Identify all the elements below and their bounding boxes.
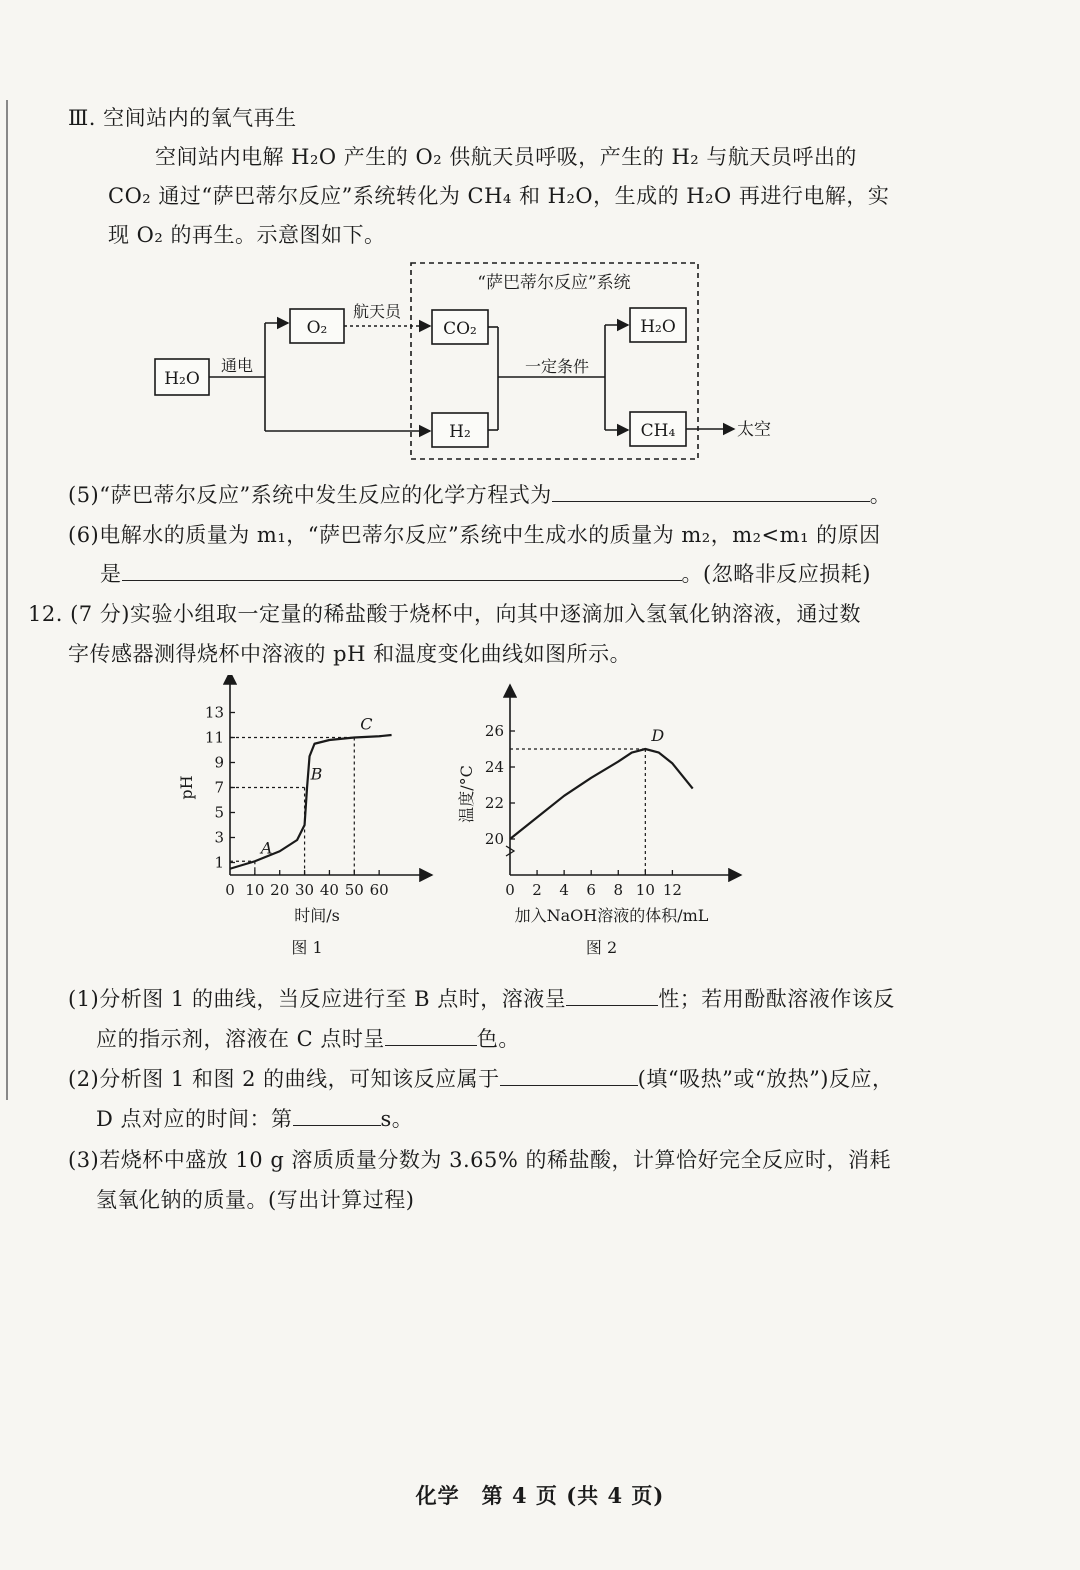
y-tick-label: 24 [484, 758, 504, 776]
sabatier-flow-diagram [140, 255, 800, 470]
question-12-line-2: 字传感器测得烧杯中溶液的 pH 和温度变化曲线如图所示。 [68, 642, 632, 666]
label-condition: 一定条件 [524, 357, 590, 376]
answer-blank-6[interactable] [122, 560, 682, 581]
sub-question-1-text-c: 应的指示剂，溶液在 C 点时呈 [96, 1027, 385, 1051]
label-h2: H₂ [449, 422, 471, 442]
point-label: A [260, 838, 273, 858]
y-tick-label: 11 [204, 728, 224, 747]
y-axis-label: pH [177, 775, 196, 800]
paragraph-line-2: CO₂ 通过“萨巴蒂尔反应”系统转化为 CH₄ 和 H₂O，生成的 H₂O 再进行电解，实 [108, 184, 890, 208]
y-tick-label: 3 [214, 828, 224, 847]
chart-ph-vs-time [170, 675, 450, 965]
paragraph-line-1: 空间站内电解 H₂O 产生的 O₂ 供航天员呼吸，产生的 H₂ 与航天员呼出的 [155, 145, 857, 169]
sub-question-1-line-1 [68, 985, 895, 1013]
x-tick-label: 12 [662, 881, 682, 899]
data-curve [230, 735, 392, 869]
y-tick-label: 9 [214, 753, 224, 772]
label-ch4: CH₄ [640, 421, 676, 441]
x-tick-label: 40 [319, 881, 339, 899]
sub-question-2-line-1 [68, 1065, 894, 1093]
answer-blank-1b[interactable] [385, 1025, 477, 1046]
paragraph-line-3: 现 O₂ 的再生。示意图如下。 [108, 223, 386, 247]
sub-question-1-line-2 [96, 1025, 520, 1053]
y-axis-label: 温度/°C [457, 765, 476, 823]
x-tick-label: 50 [344, 881, 364, 899]
x-tick-label: 10 [635, 881, 655, 899]
answer-blank-2a[interactable] [500, 1065, 638, 1086]
data-curve [510, 749, 693, 839]
point-label: D [651, 726, 665, 745]
label-h2o-left: H₂O [164, 369, 200, 389]
figure-caption: 图 2 [585, 938, 618, 957]
x-tick-label: 8 [613, 881, 624, 899]
chart-temperature-vs-naoh [455, 675, 755, 965]
label-h2o-right: H₂O [640, 317, 676, 337]
x-tick-label: 2 [532, 881, 542, 899]
sub-question-3-line-1: (3)若烧杯中盛放 10 g 溶质质量分数为 3.65% 的稀盐酸，计算恰好完全反应时，消耗 [68, 1148, 891, 1172]
y-tick-label: 5 [214, 803, 224, 822]
figure-caption: 图 1 [291, 938, 323, 957]
label-co2: CO₂ [443, 319, 477, 339]
y-tick-label: 1 [214, 853, 224, 872]
x-tick-label: 60 [369, 881, 389, 899]
question-12-line-1: 12. (7 分)实验小组取一定量的稀盐酸于烧杯中，向其中逐滴加入氢氧化钠溶液，通过数 [28, 602, 861, 626]
y-tick-label: 7 [214, 778, 224, 797]
sub-question-2-text-d: s。 [380, 1107, 414, 1131]
x-axis-label: 加入NaOH溶液的体积/mL [514, 906, 709, 925]
question-5 [68, 481, 891, 509]
sub-question-3-line-2: 氢氧化钠的质量。(写出计算过程) [96, 1188, 415, 1212]
question-6-end: 。(忽略非反应损耗) [681, 562, 871, 586]
y-tick-label: 26 [484, 722, 504, 740]
sub-question-1-text-b: 性；若用酚酞溶液作该反 [658, 987, 895, 1011]
sub-question-1-text-d: 色。 [476, 1027, 520, 1051]
sub-question-2-text-b: (填“吸热”或“放热”)反应， [637, 1067, 894, 1091]
label-electrolysis: 通电 [220, 356, 254, 375]
sub-question-2-line-2 [96, 1105, 413, 1133]
sub-question-2-text-c: D 点对应的时间：第 [96, 1107, 293, 1131]
question-6-line-2 [100, 560, 871, 588]
question-6-start: 是 [100, 562, 122, 586]
x-axis-label: 时间/s [294, 906, 340, 925]
x-tick-label: 10 [245, 881, 265, 899]
x-tick-label: 0 [505, 881, 515, 899]
x-tick-label: 30 [295, 881, 315, 899]
label-o2: O₂ [306, 318, 328, 338]
x-tick-label: 0 [225, 881, 235, 899]
point-label: C [360, 714, 373, 734]
system-title: “萨巴蒂尔反应”系统 [477, 273, 631, 293]
section-heading: Ⅲ. 空间站内的氧气再生 [68, 106, 297, 130]
label-space: 太空 [737, 420, 771, 440]
page-edge [6, 100, 8, 1100]
point-label: B [310, 764, 323, 784]
sub-question-2-text-a: (2)分析图 1 和图 2 的曲线，可知该反应属于 [68, 1067, 500, 1091]
label-astronaut: 航天员 [352, 302, 402, 321]
question-5-end: 。 [869, 483, 892, 507]
x-tick-label: 20 [270, 881, 290, 899]
y-tick-label: 22 [484, 794, 504, 812]
x-tick-label: 6 [586, 881, 596, 899]
answer-blank-2b[interactable] [293, 1105, 381, 1126]
question-6-line-1: (6)电解水的质量为 m₁，“萨巴蒂尔反应”系统中生成水的质量为 m₂，m₂<m₁ 的原因 [68, 523, 881, 547]
page-footer: 化学 第 4 页 (共 4 页) [415, 1483, 665, 1508]
y-tick-label: 20 [484, 830, 504, 848]
answer-blank-1a[interactable] [566, 985, 658, 1006]
answer-blank-5[interactable] [552, 481, 870, 502]
y-tick-label: 13 [204, 703, 224, 722]
question-5-text: (5)“萨巴蒂尔反应”系统中发生反应的化学方程式为 [68, 483, 552, 507]
sub-question-1-text-a: (1)分析图 1 的曲线，当反应进行至 B 点时，溶液呈 [68, 987, 567, 1011]
x-tick-label: 4 [559, 881, 569, 899]
